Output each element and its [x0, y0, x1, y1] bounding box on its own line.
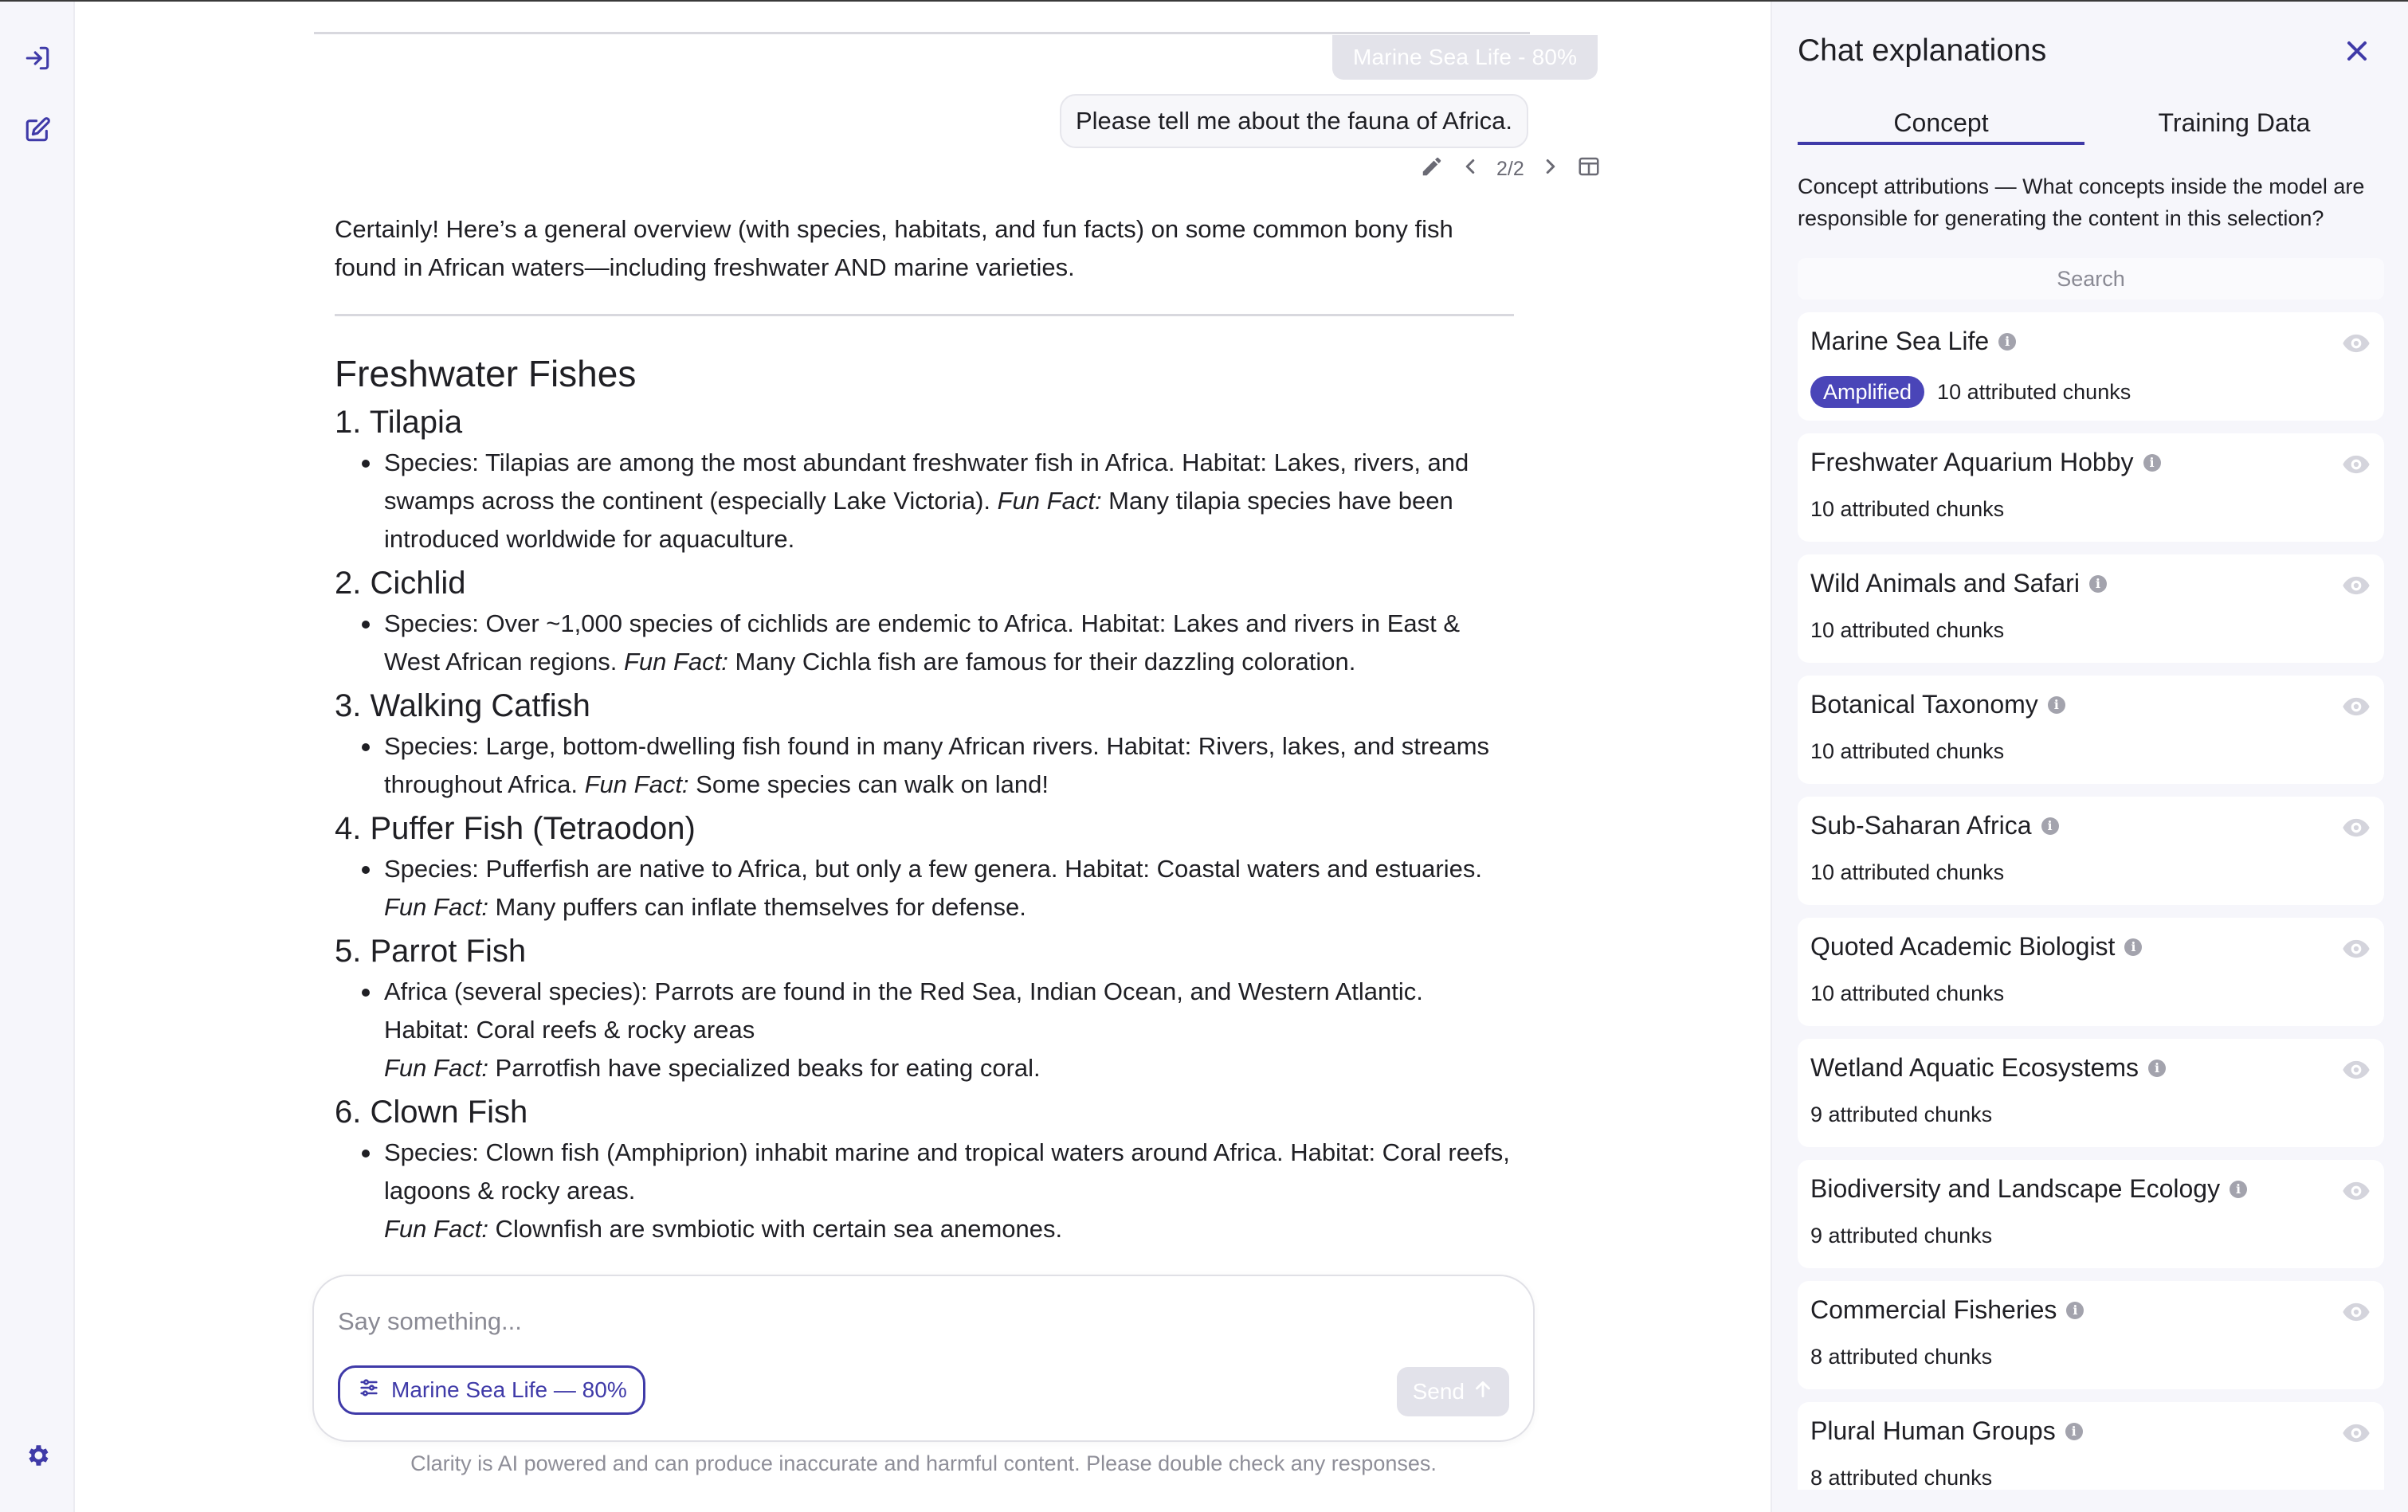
info-icon[interactable]: i	[2048, 696, 2065, 714]
close-icon[interactable]	[2341, 35, 2373, 67]
eye-icon[interactable]	[2341, 934, 2371, 964]
concept-card-freshwater-aquarium-hobby[interactable]	[1798, 433, 2384, 542]
info-icon[interactable]: i	[2089, 575, 2107, 593]
gear-icon[interactable]	[21, 1439, 54, 1472]
info-icon[interactable]: i	[2041, 817, 2059, 835]
info-icon[interactable]: i	[1998, 333, 2016, 351]
fish-title: 3. Walking Catfish	[335, 688, 590, 723]
info-icon[interactable]: i	[2230, 1181, 2247, 1198]
concept-name: Biodiversity and Landscape Ecology	[1810, 1174, 2221, 1203]
concept-card-botanical-taxonomy[interactable]	[1798, 676, 2384, 784]
sign-in-icon[interactable]	[21, 41, 54, 75]
fish-title: 6. Clown Fish	[335, 1095, 528, 1130]
chunk-count: 10 attributed chunks	[1810, 860, 2005, 884]
fish-details	[335, 605, 1514, 681]
divider	[335, 314, 1514, 316]
fish-title: 1. Tilapia	[335, 405, 463, 440]
info-icon[interactable]: i	[2066, 1302, 2084, 1319]
section-title: Freshwater Fishes	[335, 353, 637, 394]
concept-card-biodiversity-and-landscape-ecology[interactable]	[1798, 1160, 2384, 1268]
amplified-badge: Amplified	[1810, 376, 1924, 408]
fish-details	[335, 1134, 1514, 1248]
concept-name: Commercial Fisheries	[1810, 1295, 2057, 1324]
chunk-count: 10 attributed chunks	[1810, 981, 2005, 1005]
sliders-icon	[358, 1377, 380, 1404]
eye-icon[interactable]	[2341, 1418, 2371, 1448]
chunk-count: 10 attributed chunks	[1937, 379, 2132, 404]
concept-card-wild-animals-and-safari[interactable]	[1798, 554, 2384, 663]
fish-title: 2. Cichlid	[335, 566, 466, 601]
send-button[interactable]	[1397, 1367, 1509, 1416]
left-rail	[0, 2, 75, 1512]
concept-card-wetland-aquatic-ecosystems[interactable]	[1798, 1039, 2384, 1147]
info-icon[interactable]: i	[2148, 1060, 2166, 1077]
panel-title: Chat explanations	[1798, 33, 2047, 68]
assistant-answer[interactable]	[335, 210, 1514, 1252]
chunk-count: 8 attributed chunks	[1810, 1345, 1993, 1369]
search-box	[1798, 258, 2384, 300]
chunk-count: 10 attributed chunks	[1810, 618, 2005, 642]
eye-icon[interactable]	[2341, 1176, 2371, 1206]
arrow-up-icon	[1473, 1379, 1493, 1405]
concept-card-quoted-academic-biologist[interactable]	[1798, 918, 2384, 1026]
composer	[312, 1275, 1535, 1442]
search-input[interactable]	[1798, 258, 2384, 300]
chunk-count: 9 attributed chunks	[1810, 1103, 1993, 1126]
fish-detail: Species: Large, bottom-dwelling fish found in many African rivers. Habitat: Rivers, lakes, and streams throughout Africa. Fun Fact: Some species can walk on land!	[384, 727, 1514, 804]
send-label: Send	[1412, 1379, 1465, 1404]
concept-name: Freshwater Aquarium Hobby	[1810, 448, 2134, 476]
fish-details	[335, 444, 1514, 558]
eye-icon[interactable]	[2341, 691, 2371, 722]
chevron-left-icon[interactable]	[1458, 155, 1482, 184]
concept-list[interactable]	[1798, 312, 2384, 1490]
concept-name: Marine Sea Life	[1810, 327, 1990, 355]
disclaimer: Clarity is AI powered and can produce inaccurate and harmful content. Please double check any responses.	[410, 1451, 1437, 1475]
concept-name: Quoted Academic Biologist	[1810, 932, 2116, 961]
chat-area	[75, 2, 1771, 1512]
tab-concept[interactable]: Concept	[1798, 107, 2084, 147]
fish-detail: Species: Pufferfish are native to Africa, but only a few genera. Habitat: Coastal waters and estuaries. Fun Fact: Many puffers can inflate themselves for defense.	[384, 850, 1514, 926]
concept-card-commercial-fisheries[interactable]	[1798, 1281, 2384, 1389]
concept-name: Sub-Saharan Africa	[1810, 811, 2032, 840]
chunk-count: 10 attributed chunks	[1810, 497, 2005, 521]
eye-icon[interactable]	[2341, 1055, 2371, 1085]
user-message[interactable]: Please tell me about the fauna of Africa.	[1060, 94, 1528, 148]
info-icon[interactable]: i	[2143, 454, 2161, 472]
chat-scroll[interactable]	[314, 2, 1605, 1268]
fish-detail: Species: Over ~1,000 species of cichlids are endemic to Africa. Habitat: Lakes and rivers in East & West African regions. Fun Fact: Many Cichla fish are famous for their dazzling coloration.	[384, 605, 1514, 681]
fish-detail: Species: Tilapias are among the most abundant freshwater fish in Africa. Habitat: Lakes, rivers, and swamps across the continent (especially Lake Victoria). Fun Fact: Many tilapia species have been introduced worldwide for aquaculture.	[384, 444, 1514, 558]
fish-detail: Africa (several species): Parrots are found in the Red Sea, Indian Ocean, and Western Atlantic. Habitat: Coral reefs & rocky areas Fun Fact: Parrotfish have specialized beaks for eating coral.	[384, 973, 1514, 1087]
info-icon[interactable]: i	[2124, 938, 2142, 956]
concept-card-plural-human-groups[interactable]	[1798, 1402, 2384, 1490]
fish-title: 5. Parrot Fish	[335, 934, 527, 969]
steering-tag: Marine Sea Life - 80%	[1332, 35, 1598, 80]
divider	[314, 32, 1530, 34]
concept-card-sub-saharan-africa[interactable]	[1798, 797, 2384, 905]
message-input[interactable]	[338, 1300, 1453, 1343]
steering-chip-label: Marine Sea Life — 80%	[391, 1377, 627, 1402]
concept-name: Plural Human Groups	[1810, 1416, 2056, 1445]
fish-details	[335, 850, 1514, 926]
concept-name: Wild Animals and Safari	[1810, 569, 2080, 597]
eye-icon[interactable]	[2341, 449, 2371, 480]
eye-icon[interactable]	[2341, 813, 2371, 843]
concept-name: Botanical Taxonomy	[1810, 690, 2038, 719]
chunk-count: 10 attributed chunks	[1810, 739, 2005, 763]
eye-icon[interactable]	[2341, 1297, 2371, 1327]
steering-chip[interactable]	[338, 1365, 645, 1415]
tab-training-data[interactable]: Training Data	[2158, 108, 2311, 137]
fish-details	[335, 973, 1514, 1087]
eye-icon[interactable]	[2341, 328, 2371, 358]
chunk-count: 8 attributed chunks	[1810, 1466, 1993, 1490]
fish-details	[335, 727, 1514, 804]
fish-title: 4. Puffer Fish (Tetraodon)	[335, 811, 696, 846]
edit-icon[interactable]	[1420, 155, 1444, 184]
pagination-label: 2/2	[1496, 157, 1524, 180]
answer-lead: Certainly! Here’s a general overview (with species, habitats, and fun facts) on some common bony fish found in African waters—including freshwater AND marine varieties.	[335, 215, 1453, 281]
new-chat-icon[interactable]	[21, 113, 54, 147]
split-view-icon[interactable]	[1577, 155, 1601, 184]
chunk-count: 9 attributed chunks	[1810, 1224, 1993, 1248]
info-icon[interactable]: i	[2065, 1423, 2083, 1440]
concept-card-marine-sea-life[interactable]	[1798, 312, 2384, 421]
panel-description: Concept attributions — What concepts inside the model are responsible for generating the content in this selection?	[1798, 174, 2365, 230]
panel-tabs	[1798, 107, 2384, 147]
explanations-panel	[1771, 2, 2408, 1512]
message-tools	[1420, 155, 1601, 183]
fish-detail: Species: Clown fish (Amphiprion) inhabit marine and tropical waters around Africa. Habitat: Coral reefs, lagoons & rocky areas. Fun Fact: Clownfish are svmbiotic with certain sea anemones.	[384, 1134, 1514, 1248]
chevron-right-icon[interactable]	[1539, 155, 1563, 184]
eye-icon[interactable]	[2341, 570, 2371, 601]
concept-name: Wetland Aquatic Ecosystems	[1810, 1053, 2139, 1082]
